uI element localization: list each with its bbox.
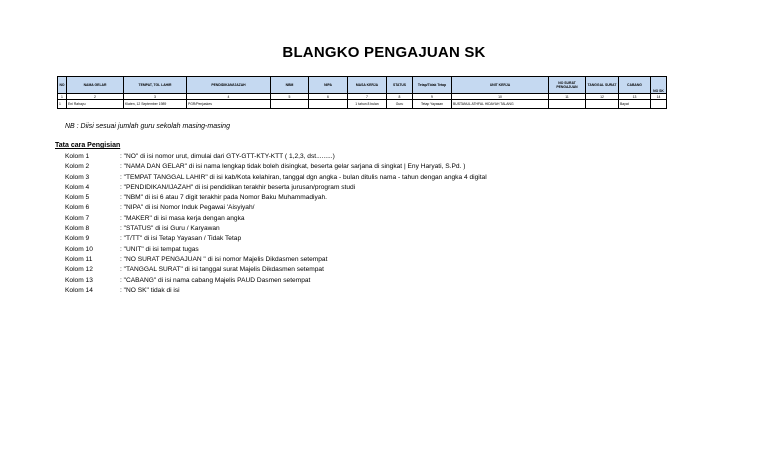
guide-desc: : "CABANG" di isi nama cabang Majelis PAUD Dasmen setempat [120,276,311,284]
cell-sk-no [651,100,667,109]
guide-desc: : "T/TT" di isi Tetap Yayasan / Tidak Tetap [120,235,242,243]
guide-item [65,224,487,234]
cell-permanence: Tetap Yayasan [413,100,452,109]
guide-desc: : "NBM" di isi 6 atau 7 digit terakhir pada Nomor Baku Muhammadiyah. [120,194,327,202]
guide-col: Kolom 13 [65,276,93,284]
guide-item [65,162,487,172]
header-cell: TEMPAT, TGL LAHIR [124,77,187,94]
page-title: BLANGKO PENGAJUAN SK [282,44,486,61]
guide-item [65,214,487,224]
header-cell: NIPA [309,77,348,94]
guide-col: Kolom 6 [65,204,90,212]
guide-item [65,286,487,296]
col-number: 10 [452,94,549,100]
guide-desc: : "NO" di isi nomor urut, dimulai dari GTY-GTT-KTY-KTT ( 1,2,3, dst.........) [120,153,335,160]
header-cell: NAMA GELAR [67,77,124,94]
guide-desc: : "NIPA" di isi Nomor Induk Pegawai 'Aisyiyah/ [120,204,255,212]
guide-item [65,183,487,193]
guide-col: Kolom 8 [65,225,90,233]
header-cell: CABANG [619,77,651,94]
note-text: NB : Diisi sesuai jumlah guru sekolah masing-masing [65,123,230,130]
col-number: 11 [549,94,586,100]
guide-col: Kolom 7 [65,214,90,222]
guide-item [65,255,487,265]
col-number: 2 [67,94,124,100]
guide-desc: : "TANGGAL SURAT" di isi tanggal surat Majelis Dikdasmen setempat [120,266,324,274]
guide-desc: : "STATUS" di isi Guru / Karyawan [120,225,220,233]
guide-desc: : "NAMA DAN GELAR" di isi nama lengkap tidak boleh disingkat, beserta gelar sarjana di singkat | Eny Haryati, S.Pd. ) [120,163,466,171]
guide-heading: Tata cara Pengisian [55,142,121,149]
header-cell: NO SURAT PENGAJUAN [549,77,586,94]
col-number: 9 [413,94,452,100]
guide-col: Kolom 12 [65,266,93,274]
cell-status: Guru [387,100,413,109]
guide-item [65,234,487,244]
guide-col: Kolom 1 [65,153,90,160]
cell-letter-no [549,100,586,109]
header-cell: NO [58,77,67,94]
col-number: 4 [187,94,271,100]
guide-col: Kolom 3 [65,173,90,181]
guide-item [65,173,487,183]
cell-branch: Bayat [619,100,651,109]
col-number: 5 [271,94,309,100]
guide-col: Kolom 2 [65,163,90,171]
col-number: 14 [651,94,667,100]
guide-desc: : "PENDIDIKAN/IJAZAH" di isi pendidikan terakhir beserta jurusan/program studi [120,183,356,191]
guide-col: Kolom 10 [65,245,93,253]
header-cell: NO SK [651,77,667,94]
header-cell: MASA KERJA [348,77,387,94]
cell-nipa [309,100,348,109]
cell-letter-date [586,100,619,109]
col-number: 12 [586,94,619,100]
guide-desc: : "NO SURAT PENGAJUAN " di isi nomor Majelis Dikdasmen setempat [120,255,328,263]
header-cell: TANGGAL SURAT [586,77,619,94]
cell-unit: BUSTANUL ATHFAL HIDAYAH TALANG [452,100,549,109]
cell-tenure: 1 tahun 8 bulan [348,100,387,109]
guide-col: Kolom 5 [65,194,90,202]
guide-list [65,152,487,296]
cell-nbm [271,100,309,109]
header-cell: NBM [271,77,309,94]
guide-desc: : "NO SK" tidak di isi [120,286,180,294]
col-number: 8 [387,94,413,100]
guide-col: Kolom 14 [65,286,93,294]
header-cell: Tetap/Tidak Tetap [413,77,452,94]
guide-item [65,276,487,286]
guide-item [65,245,487,255]
cell-birth: Klaten, 12 September 1989 [124,100,187,109]
guide-item [65,193,487,203]
header-cell: UNIT KERJA [452,77,549,94]
guide-col: Kolom 4 [65,183,90,191]
col-number: 13 [619,94,651,100]
sk-table [57,76,667,109]
cell-education: PGR/Penjaskes [187,100,271,109]
guide-desc: : "MAKER" di isi masa kerja dengan angka [120,214,245,222]
header-cell: PENDIDIKAN/IJAZAH [187,77,271,94]
table-row [58,100,667,109]
guide-col: Kolom 11 [65,255,93,263]
guide-desc: : "UNIT" di isi tempat tugas [120,245,199,253]
guide-col: Kolom 9 [65,235,90,243]
col-number: 3 [124,94,187,100]
cell-no: 1 [58,100,67,109]
guide-desc: : "TEMPAT TANGGAL LAHIR" di isi kab/Kota kelahiran, tanggal dgn angka - bulan ditulis nama - tahun dengan angka 4 digital [120,173,487,181]
cell-name: Eni Rahayu [67,100,124,109]
guide-item [65,203,487,213]
header-cell: STATUS [387,77,413,94]
guide-item [65,152,487,162]
guide-item [65,265,487,275]
col-number: 7 [348,94,387,100]
col-number: 1 [58,94,67,100]
col-number: 6 [309,94,348,100]
table-header-row [58,77,667,94]
